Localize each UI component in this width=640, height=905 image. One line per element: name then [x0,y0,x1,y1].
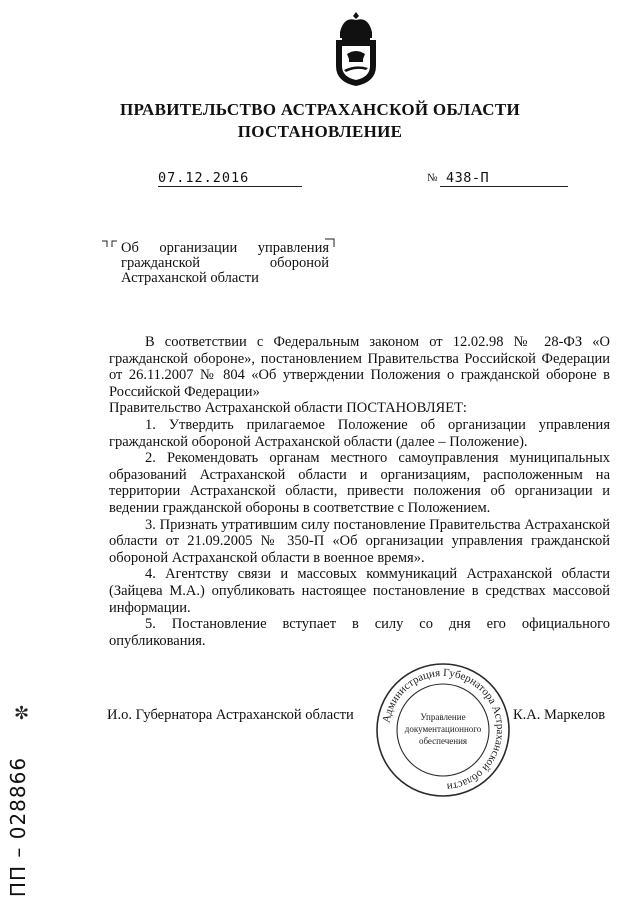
decree-line: Правительство Астраханской области ПОСТАНОВЛЯЕТ: [109,400,467,417]
svg-text:документационного: документационного [404,724,482,734]
item-paragraph: 4. Агентству связи и массовых коммуникаций Астраханской области (Зайцева М.А.) опубликовать настоящее постановление в средствах массовой информации. [109,566,610,616]
official-seal-stamp [373,660,513,800]
margin-serial-number [0,756,36,898]
org-title: ПРАВИТЕЛЬСТВО АСТРАХАНСКОЙ ОБЛАСТИ [120,100,520,119]
item-paragraph: 2. Рекомендовать органам местного самоуправления муниципальных образований Астраханской области и организациям, расположенным на территории Астраханской области, привести положения об организации и ведении гражданской обороны в соответствие с Положением. [109,450,610,516]
svg-text:обеспечения: обеспечения [418,736,468,746]
subject-line: гражданской обороной [121,255,329,271]
document-date: 07.12.2016 [158,170,250,186]
item-paragraph: 3. Признать утратившим силу постановление Правительства Астраханской области от 21.09.2005 № 350-П «Об организации управления гражданской обороной Астраханской области в военное время». [109,516,610,566]
serial-number-text: ПП – 028866 [6,756,30,898]
document-body [109,334,610,649]
preamble-paragraph: В соответствии с Федеральным законом от 12.02.98 № 28-ФЗ «О гражданской обороне», постановлением Правительства Российской Федерации от 26.11.2007 № 804 «Об утверждении Положения о гражданской обороне в Российской Федерации» [109,334,610,400]
astrakhan-coat-of-arms-icon [330,10,382,90]
signatory-name: К.А. Маркелов [513,707,606,723]
document-subject [121,241,329,286]
document-number: 438-П [446,170,490,186]
subject-bracket-left [102,240,118,248]
document-type: ПОСТАНОВЛЕНИЕ [237,122,403,141]
ornament-mark-icon: ✼ [14,703,30,723]
date-underline [158,186,302,187]
number-underline [440,186,568,187]
item-paragraph: 1. Утвердить прилагаемое Положение об организации управления гражданской обороной Астраханской области (далее – Положение). [109,416,610,450]
number-label: № [427,172,438,184]
signatory-position: И.о. Губернатора Астраханской области [107,707,354,723]
item-paragraph: 5. Постановление вступает в силу со дня его официального опубликования. [109,616,610,649]
subject-line: Об организации управления [121,240,329,256]
svg-text:Управление: Управление [420,712,466,722]
subject-line: Астраханской области [121,270,259,286]
svg-text:Администрация Губернатора Астр: Администрация Губернатора Астраханской области [380,666,507,793]
